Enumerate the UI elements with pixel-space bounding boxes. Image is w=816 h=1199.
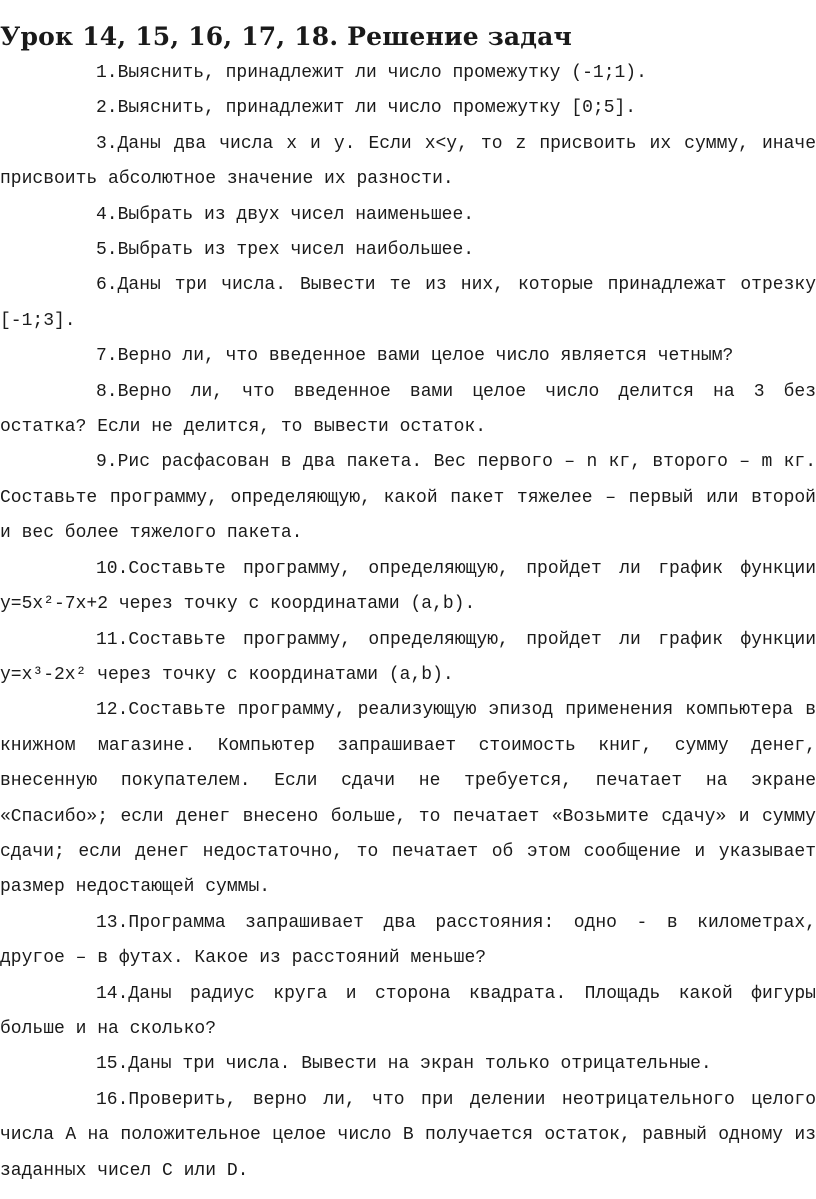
task-number: 5. — [96, 240, 118, 261]
task-number: 8. — [96, 381, 118, 402]
task-text: Верно ли, что введенное вами целое число является четным? — [117, 346, 734, 367]
task-item — [0, 91, 816, 126]
task-item — [0, 375, 816, 446]
task-item — [0, 693, 816, 905]
task-text: Программа запрашивает два расстояния: одно - в километрах, другое – в футах. Какое из расстояний меньше? — [0, 912, 816, 969]
task-number: 6. — [96, 275, 118, 296]
task-item — [0, 445, 816, 551]
task-text: Составьте программу, реализующую эпизод применения компьютера в книжном магазине. Компьютер запрашивает стоимость книг, сумму денег, внесенную покупателем. Если сдачи не требуется, печатает на экране «Спасибо»; если денег внесено больше, то печатает «Возьмите сдачу» и сумму сдачи; если денег недостаточно, то печатает об этом сообщение и указывает размер недостающей суммы. — [0, 700, 816, 898]
task-item — [0, 977, 816, 1048]
task-text: Составьте программу, определяющую, пройдет ли график функции y=x³-2x² через точку с координатами (a,b). — [0, 629, 816, 685]
task-number: 12. — [96, 700, 129, 721]
task-item — [0, 623, 816, 694]
task-item — [0, 268, 816, 339]
task-text: Выбрать из трех чисел наибольшее. — [117, 240, 475, 261]
task-item — [0, 906, 816, 977]
task-number: 10. — [96, 558, 129, 579]
task-text: Выяснить, принадлежит ли число промежутку [0;5]. — [117, 98, 637, 119]
task-text: Даны три числа. Вывести те из них, которые принадлежат отрезку [-1;3]. — [0, 275, 816, 331]
task-text: Рис расфасован в два пакета. Вес первого – n кг, второго – m кг. Составьте программу, определяющую, какой пакет тяжелее – первый или второй и вес более тяжелого пакета. — [0, 452, 816, 544]
task-number: 13. — [96, 912, 129, 933]
task-number: 15. — [96, 1054, 129, 1075]
task-number: 3. — [96, 133, 118, 154]
task-number: 11. — [96, 629, 129, 650]
task-text: Даны три числа. Вывести на экран только отрицательные. — [128, 1054, 712, 1075]
task-text: Выяснить, принадлежит ли число промежутку (-1;1). — [117, 63, 647, 83]
task-item — [0, 1083, 816, 1189]
task-number: 9. — [96, 452, 118, 473]
task-item — [0, 127, 816, 198]
task-number: 4. — [96, 204, 118, 225]
task-number: 7. — [96, 346, 118, 367]
task-text: Выбрать из двух чисел наименьшее. — [117, 204, 475, 225]
task-text: Составьте программу, определяющую, пройдет ли график функции y=5x²-7x+2 через точку с координатами (a,b). — [0, 558, 816, 615]
task-text: Даны два числа x и y. Если x<y, то z присвоить их сумму, иначе присвоить абсолютное значение их разности. — [0, 133, 816, 190]
task-number: 1. — [96, 63, 118, 83]
task-text: Проверить, верно ли, что при делении неотрицательного целого числа A на положительное целое число B получается остаток, равный одному из заданных чисел C или D. — [0, 1089, 816, 1181]
task-number: 2. — [96, 98, 118, 119]
task-item — [0, 56, 816, 91]
task-number: 16. — [96, 1089, 129, 1110]
task-item — [0, 552, 816, 623]
task-text: Даны радиус круга и сторона квадрата. Площадь какой фигуры больше и на сколько? — [0, 983, 816, 1039]
task-number: 14. — [96, 983, 129, 1004]
task-item — [0, 198, 816, 233]
task-item — [0, 339, 816, 374]
task-text: Верно ли, что введенное вами целое число делится на 3 без остатка? Если не делится, то вывести остаток. — [0, 381, 816, 438]
document-title: Урок 14, 15, 16, 17, 18. Решение задач — [0, 22, 573, 51]
task-item — [0, 233, 816, 268]
task-list — [0, 56, 816, 1189]
task-item — [0, 1047, 816, 1082]
